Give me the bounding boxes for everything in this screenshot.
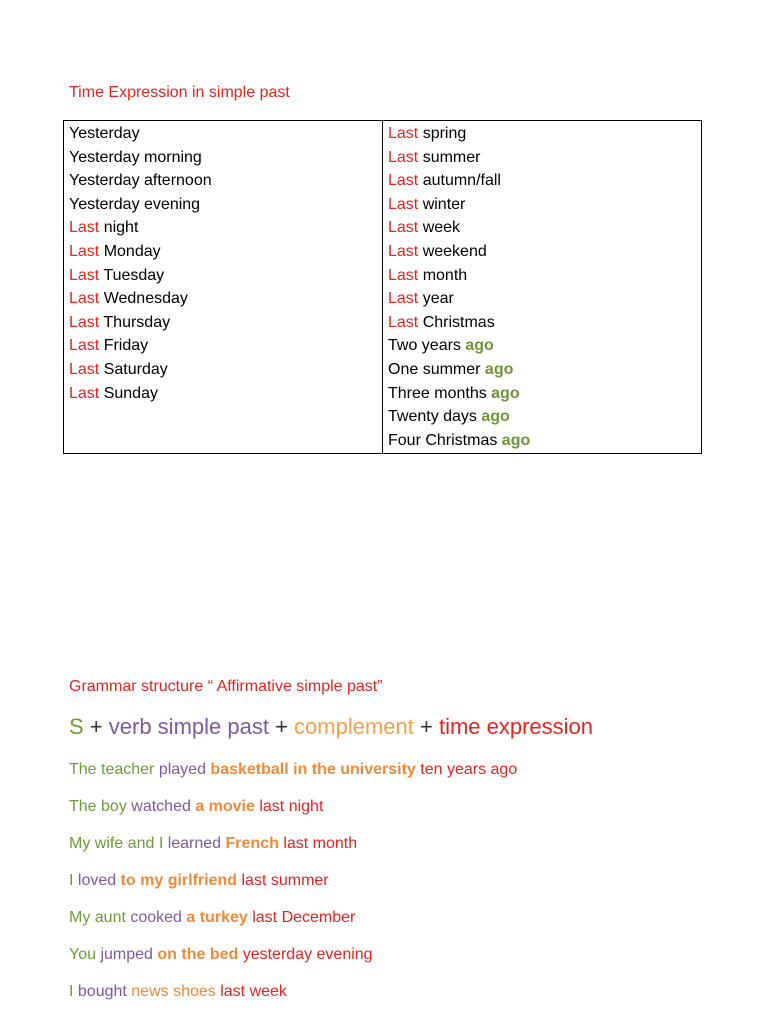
suffix: ago	[491, 384, 520, 402]
prefix: Last	[69, 313, 100, 331]
example-sentence	[69, 943, 517, 980]
sentence-subject: The boy	[69, 798, 132, 815]
item-text: Saturday	[99, 360, 168, 378]
item-text: weekend	[418, 242, 487, 260]
item-text: year	[418, 290, 454, 308]
prefix: Last	[69, 219, 100, 237]
list-item	[69, 334, 377, 358]
item-text: Yesterday morning	[69, 148, 202, 166]
prefix: Last	[388, 172, 419, 190]
left-column	[64, 121, 383, 454]
list-item	[388, 264, 696, 288]
item-text: Yesterday evening	[69, 195, 201, 213]
list-item	[388, 216, 696, 240]
prefix: Last	[69, 384, 100, 402]
suffix: ago	[484, 360, 514, 378]
item-text: summer	[418, 148, 481, 166]
suffix: ago	[481, 408, 510, 426]
prefix: Last	[388, 195, 419, 213]
prefix: Last	[69, 290, 100, 308]
example-sentence	[69, 906, 517, 943]
list-item	[388, 311, 696, 335]
grammar-formula	[69, 714, 593, 740]
prefix: Last	[388, 266, 419, 284]
sentence-verb: bought	[77, 983, 132, 1000]
suffix: ago	[501, 431, 531, 449]
list-item	[388, 146, 696, 170]
example-sentence	[69, 795, 517, 832]
item-text: Two years	[388, 337, 466, 355]
sentence-complement: a turkey	[186, 909, 248, 926]
list-item	[388, 429, 696, 453]
item-text: Yesterday	[69, 125, 140, 142]
prefix: Last	[69, 266, 100, 284]
formula-verb: verb simple past	[108, 714, 269, 739]
page-title: Time Expression in simple past	[69, 84, 290, 101]
item-text: Yesterday afternoon	[69, 172, 212, 190]
prefix: Last	[69, 242, 100, 260]
sentence-time: last December	[247, 909, 356, 926]
list-item	[69, 264, 377, 288]
sentence-subject: You	[69, 946, 101, 963]
sentence-time: last summer	[237, 872, 329, 889]
formula-plus: +	[413, 714, 439, 739]
formula-complement: complement	[294, 714, 414, 739]
list-item	[69, 311, 377, 335]
sentence-subject: I	[69, 872, 78, 889]
sentence-subject: My aunt	[69, 909, 131, 926]
example-sentence	[69, 869, 517, 906]
suffix: ago	[465, 337, 494, 355]
item-text: Four Christmas	[388, 431, 502, 449]
list-item	[69, 122, 377, 146]
formula-time: time expression	[438, 714, 594, 739]
grammar-title: Grammar structure “ Affirmative simple past”	[69, 678, 383, 695]
list-item	[388, 122, 696, 146]
list-item	[69, 287, 377, 311]
sentence-verb: learned	[167, 835, 226, 852]
sentence-subject: I	[69, 983, 78, 1000]
item-text: Wednesday	[99, 290, 188, 308]
time-expressions-table	[63, 120, 702, 454]
sentence-complement: news shoes	[131, 983, 216, 1000]
formula-plus: +	[268, 714, 295, 739]
list-item	[388, 382, 696, 406]
list-item	[69, 382, 377, 406]
item-text: winter	[418, 195, 466, 213]
example-sentences	[69, 758, 517, 1017]
list-item	[388, 405, 696, 429]
item-text: autumn/fall	[418, 172, 501, 190]
sentence-subject: The teacher	[69, 761, 159, 778]
item-text: Christmas	[418, 313, 495, 331]
item-text: Thursday	[99, 313, 171, 331]
list-item	[69, 240, 377, 264]
list-item	[69, 193, 377, 217]
prefix: Last	[69, 337, 100, 355]
prefix: Last	[388, 290, 419, 308]
list-item	[388, 193, 696, 217]
example-sentence	[69, 832, 517, 869]
item-text: night	[99, 219, 139, 237]
list-item	[388, 169, 696, 193]
prefix: Last	[388, 219, 419, 237]
right-column	[383, 121, 702, 454]
item-text: One summer	[388, 360, 485, 378]
sentence-complement: French	[225, 835, 279, 852]
item-text: month	[418, 266, 468, 284]
table-row	[64, 121, 702, 454]
sentence-subject: My wife and I	[69, 835, 168, 852]
list-item	[69, 358, 377, 382]
list-item	[69, 216, 377, 240]
item-text: Friday	[99, 337, 149, 355]
item-text: Tuesday	[99, 266, 165, 284]
sentence-time: ten years ago	[415, 761, 518, 778]
item-text: spring	[418, 125, 467, 142]
list-item	[388, 240, 696, 264]
sentence-verb: loved	[77, 872, 121, 889]
prefix: Last	[388, 242, 419, 260]
prefix: Last	[388, 125, 419, 142]
sentence-time: last month	[278, 835, 358, 852]
list-item	[388, 358, 696, 382]
item-text: Twenty days	[388, 408, 482, 426]
example-sentence	[69, 980, 517, 1017]
list-item	[388, 334, 696, 358]
item-text: Monday	[99, 242, 161, 260]
formula-plus: +	[83, 714, 109, 739]
list-item	[388, 287, 696, 311]
sentence-verb: played	[158, 761, 211, 778]
prefix: Last	[69, 360, 100, 378]
sentence-complement: a movie	[195, 798, 255, 815]
item-text: Three months	[388, 384, 492, 402]
list-item	[69, 169, 377, 193]
sentence-time: last week	[215, 983, 287, 1000]
sentence-verb: watched	[131, 798, 196, 815]
sentence-complement: basketball in the university	[210, 761, 416, 778]
sentence-complement: to my girlfriend	[120, 872, 238, 889]
prefix: Last	[388, 313, 419, 331]
list-item	[69, 146, 377, 170]
item-text: week	[418, 219, 461, 237]
sentence-verb: cooked	[130, 909, 187, 926]
sentence-time: last night	[254, 798, 324, 815]
formula-subject: S	[69, 714, 84, 739]
prefix: Last	[388, 148, 419, 166]
example-sentence	[69, 758, 517, 795]
sentence-complement: on the bed	[157, 946, 239, 963]
item-text: Sunday	[99, 384, 158, 402]
sentence-time: yesterday evening	[238, 946, 373, 963]
sentence-verb: jumped	[100, 946, 158, 963]
